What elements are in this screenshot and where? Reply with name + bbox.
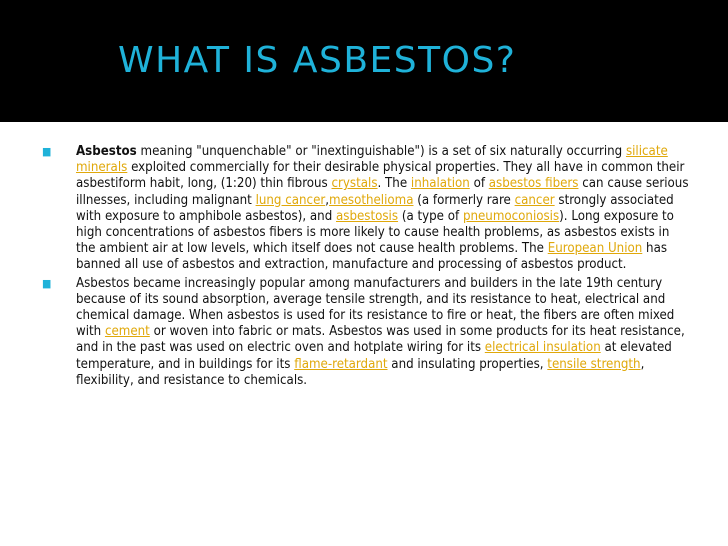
link-asbestosis[interactable]: asbestosis <box>336 208 399 224</box>
text-span: (a formerly rare <box>413 192 515 208</box>
text-span: and insulating properties, <box>387 356 548 372</box>
link-cement[interactable]: cement <box>104 324 150 340</box>
text-span: exploited commercially for their desirable physical properties. They all have in common their asbestiform habit, long, (1:20) thin fibrous <box>76 160 685 192</box>
text-span: has banned all use of asbestos and extraction, manufacture and processing of asbestos product. <box>76 241 668 273</box>
text-span: (a type of <box>398 208 463 224</box>
text-span: or woven into fabric or mats. Asbestos was used in some products for its heat resistance, and in the past was used on electric oven and hotplate wiring for its <box>76 324 685 356</box>
text-span: . The <box>377 176 411 192</box>
link-flame-retardant[interactable]: flame-retardant <box>294 356 388 372</box>
link-crystals[interactable]: crystals <box>331 176 378 192</box>
list-item <box>40 276 690 389</box>
link-lung-cancer[interactable]: lung cancer <box>255 192 326 208</box>
list-item <box>40 144 690 274</box>
text-span: , flexibility, and resistance to chemicals. <box>76 356 645 388</box>
slide-title: WHAT IS ASBESTOS? <box>118 40 517 81</box>
text-span: of <box>469 176 489 192</box>
link-cancer[interactable]: cancer <box>514 192 555 208</box>
link-mesothelioma[interactable]: mesothelioma <box>329 192 414 208</box>
text-span: ). Long exposure to high concentrations of asbestos fibers is more likely to cause health problems, as asbestos exists in the ambient air at low levels, which itself does not cause health problems. The <box>76 208 674 257</box>
link-electrical-insulation[interactable]: electrical insulation <box>484 340 601 356</box>
square-bullet-icon: ■ <box>42 145 52 158</box>
text-span: meaning "unquenchable" or "inextinguishable") is a set of six naturally occurring <box>136 144 626 159</box>
paragraph-asbestos-uses <box>76 276 690 389</box>
link-inhalation[interactable]: inhalation <box>410 176 470 192</box>
slide-content <box>40 144 690 391</box>
link-european-union[interactable]: European Union <box>547 241 643 257</box>
text-span: strongly associated with exposure to amphibole asbestos), and <box>76 192 674 224</box>
link-pneumoconiosis[interactable]: pneumoconiosis <box>462 208 560 224</box>
link-tensile-strength[interactable]: tensile strength <box>547 356 641 372</box>
text-span: can cause serious illnesses, including malignant <box>76 176 689 208</box>
text-span: , <box>325 192 330 208</box>
title-band <box>0 0 728 122</box>
term-asbestos: Asbestos <box>76 144 137 159</box>
text-span: at elevated temperature, and in buildings for its <box>76 340 672 372</box>
link-asbestos-fibers[interactable]: asbestos fibers <box>488 176 579 192</box>
text-span: Asbestos became increasingly popular among manufacturers and builders in the late 19th century because of its sound absorption, average tensile strength, and its resistance to heat, electrical and chemical damage. When asbestos is used for its resistance to fire or heat, the fibers are often mixed with <box>76 275 675 340</box>
paragraph-asbestos-definition <box>76 144 690 274</box>
square-bullet-icon: ■ <box>42 276 52 290</box>
link-silicate-minerals[interactable]: silicate minerals <box>76 144 668 176</box>
